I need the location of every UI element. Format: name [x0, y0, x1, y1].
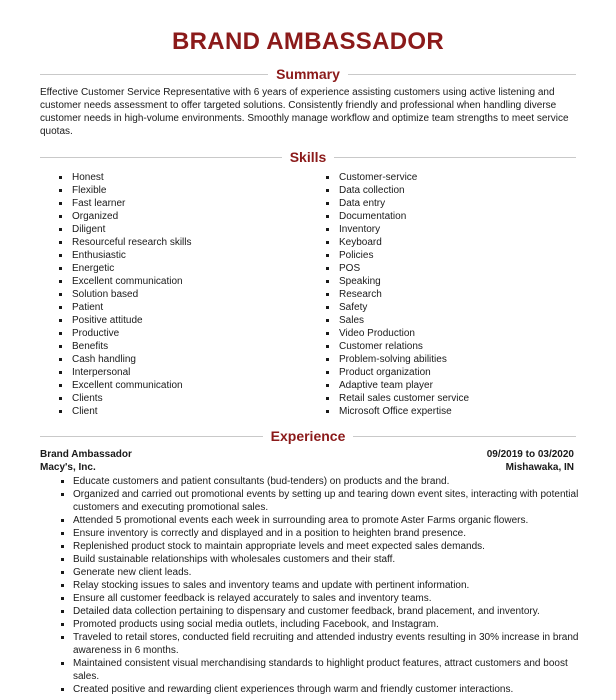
skill-item: Organized	[57, 210, 192, 223]
duty-item: Generate new client leads.	[40, 566, 580, 579]
skill-item: Documentation	[324, 210, 469, 223]
skill-item: Customer-service	[324, 171, 469, 184]
skill-item: Patient	[57, 301, 192, 314]
skill-item: Data entry	[324, 197, 469, 210]
skill-item: Benefits	[57, 340, 192, 353]
divider	[40, 74, 268, 75]
skill-item: Positive attitude	[57, 314, 192, 327]
duty-item: Organized and carried out promotional events by setting up and tearing down event sites, interacting with potential customers and executing promotional sales.	[40, 488, 580, 514]
skill-item: Excellent communication	[57, 379, 192, 392]
skill-item: Client	[57, 405, 192, 418]
skill-item: Adaptive team player	[324, 379, 469, 392]
divider	[353, 436, 576, 437]
duty-item: Ensure inventory is correctly and displayed and in a position to heighten brand presence.	[40, 527, 580, 540]
duty-item: Traveled to retail stores, conducted field recruiting and attended industry events resulting in 30% increase in brand awareness in 6 months.	[40, 631, 580, 657]
skill-item: Flexible	[57, 184, 192, 197]
skills-list-right	[324, 171, 469, 418]
duty-item: Build sustainable relationships with wholesales customers and their staff.	[40, 553, 580, 566]
skill-item: Speaking	[324, 275, 469, 288]
skill-item: Fast learner	[57, 197, 192, 210]
skill-item: Microsoft Office expertise	[324, 405, 469, 418]
job-duties-list	[40, 475, 580, 696]
skill-item: Inventory	[324, 223, 469, 236]
job-title: Brand Ambassador	[40, 449, 132, 460]
skill-item: Customer relations	[324, 340, 469, 353]
job-location: Mishawaka, IN	[505, 462, 574, 473]
skill-item: Product organization	[324, 366, 469, 379]
skill-item: Video Production	[324, 327, 469, 340]
skill-item: Energetic	[57, 262, 192, 275]
duty-item: Detailed data collection pertaining to dispensary and customer feedback, brand placement, and inventory.	[40, 605, 580, 618]
skill-item: Interpersonal	[57, 366, 192, 379]
skill-item: Problem-solving abilities	[324, 353, 469, 366]
skill-item: Excellent communication	[57, 275, 192, 288]
divider	[40, 157, 282, 158]
skill-item: Policies	[324, 249, 469, 262]
divider	[348, 74, 576, 75]
summary-heading: Summary	[276, 66, 340, 82]
job-dates: 09/2019 to 03/2020	[486, 449, 574, 460]
summary-text: Effective Customer Service Representative with 6 years of experience assisting customers using active listening and customer needs assessment to offer targeted solutions. Consistently friendly and professional when handling diverse customer needs in high-volume environments. Smoothly manage workflow and optimize team strengths to meet service quotas.	[40, 87, 569, 137]
skill-item: Safety	[324, 301, 469, 314]
resume-title: BRAND AMBASSADOR	[172, 28, 444, 55]
divider	[334, 157, 576, 158]
experience-heading: Experience	[270, 428, 346, 444]
skill-item: Sales	[324, 314, 469, 327]
job-company: Macy's, Inc.	[40, 462, 96, 473]
divider	[40, 436, 263, 437]
skill-item: Data collection	[324, 184, 469, 197]
skills-section-header	[40, 148, 576, 166]
skill-item: Diligent	[57, 223, 192, 236]
duty-item: Maintained consistent visual merchandising standards to highlight product features, attract customers and boost sales.	[40, 657, 580, 683]
skill-item: Solution based	[57, 288, 192, 301]
skill-item: Retail sales customer service	[324, 392, 469, 405]
experience-section-header	[40, 427, 576, 445]
skill-item: Keyboard	[324, 236, 469, 249]
duty-item: Ensure all customer feedback is relayed accurately to sales and inventory teams.	[40, 592, 580, 605]
skill-item: POS	[324, 262, 469, 275]
skill-item: Resourceful research skills	[57, 236, 192, 249]
duty-item: Created positive and rewarding client experiences through warm and friendly customer interactions.	[40, 683, 580, 696]
skill-item: Clients	[57, 392, 192, 405]
skills-list-left	[57, 171, 192, 418]
duty-item: Attended 5 promotional events each week in surrounding area to promote Aster Farms organic flowers.	[40, 514, 580, 527]
duty-item: Educate customers and patient consultants (bud-tenders) on products and the brand.	[40, 475, 580, 488]
duty-item: Replenished product stock to maintain appropriate levels and meet expected sales demands.	[40, 540, 580, 553]
skill-item: Honest	[57, 171, 192, 184]
skills-heading: Skills	[289, 149, 327, 165]
skill-item: Enthusiastic	[57, 249, 192, 262]
skill-item: Cash handling	[57, 353, 192, 366]
skill-item: Productive	[57, 327, 192, 340]
skill-item: Research	[324, 288, 469, 301]
duty-item: Promoted products using social media outlets, including Facebook, and Instagram.	[40, 618, 580, 631]
duty-item: Relay stocking issues to sales and inventory teams and update with pertinent information.	[40, 579, 580, 592]
summary-section-header	[40, 65, 576, 83]
